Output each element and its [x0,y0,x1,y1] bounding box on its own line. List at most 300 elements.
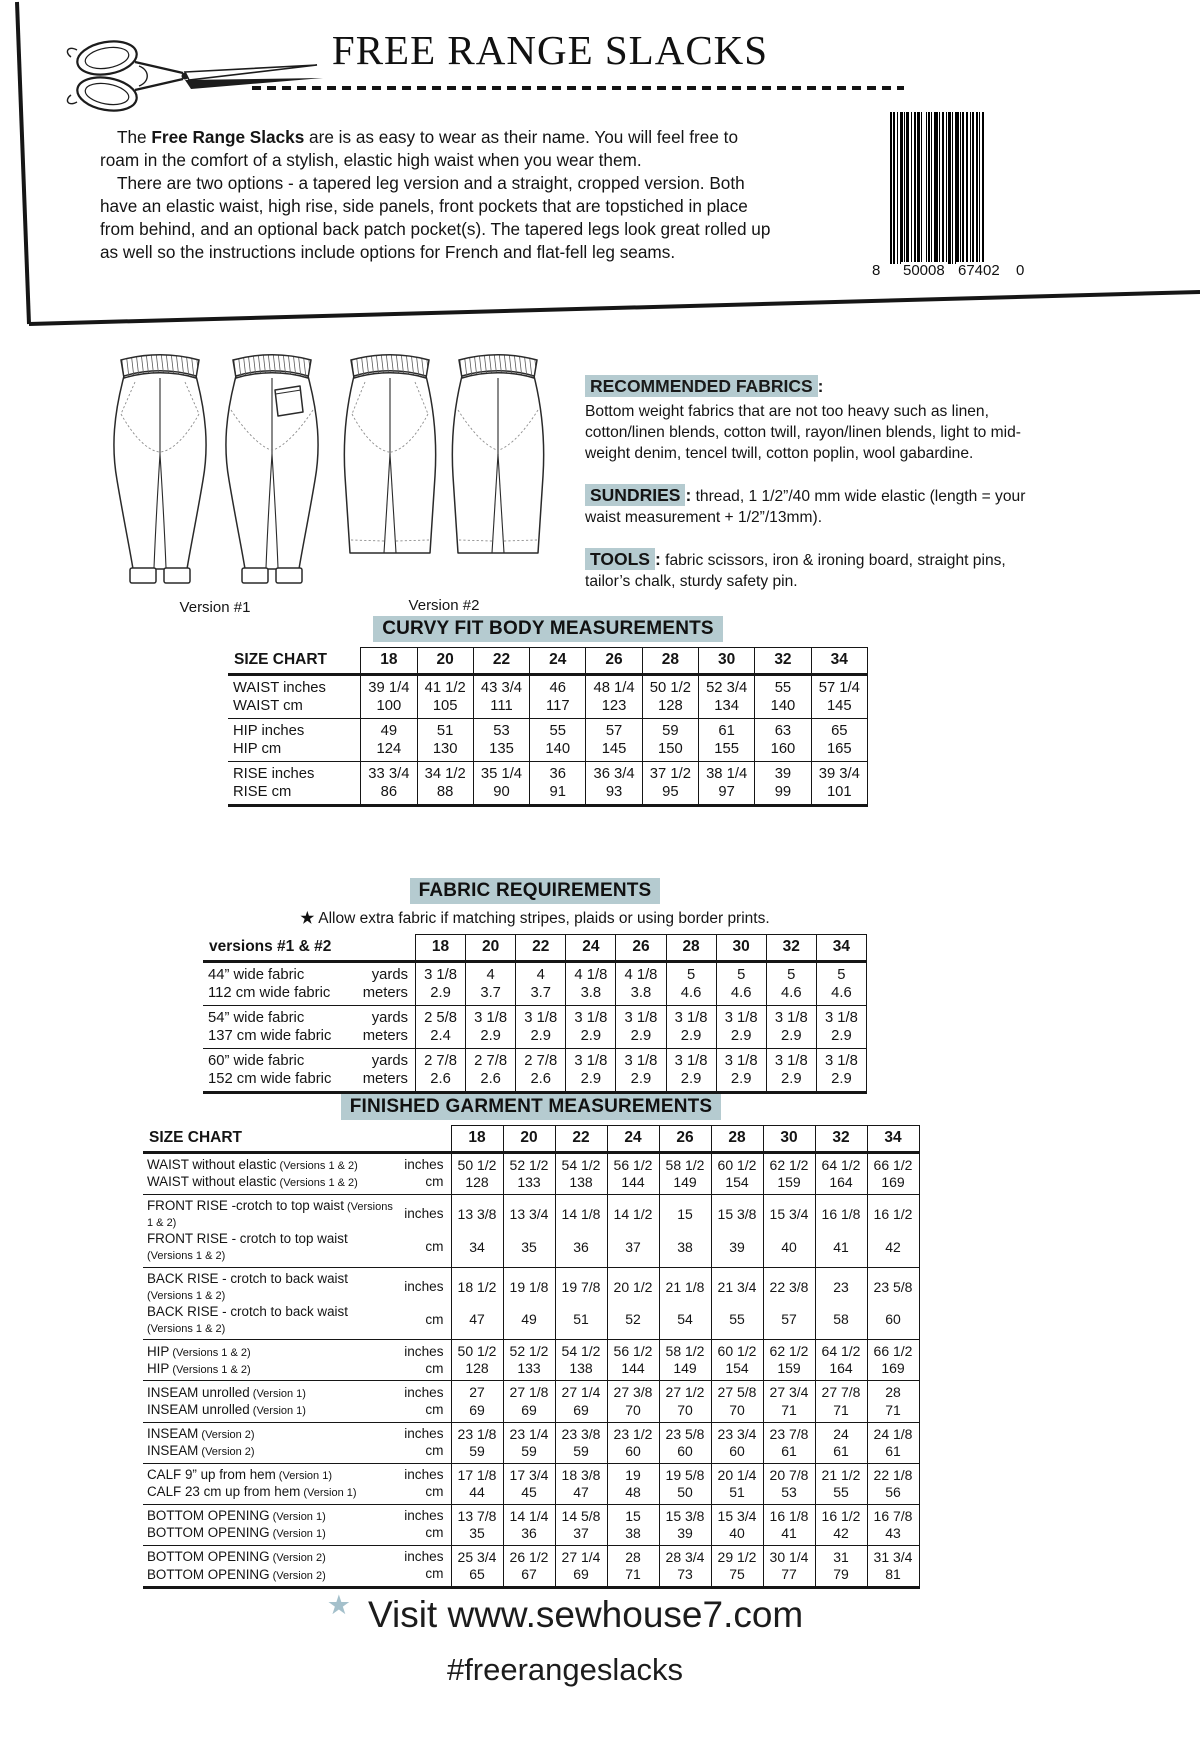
value-cell: 25 3/4 [451,1546,503,1567]
value-cell: 3 1/8 [415,961,465,984]
unit-cell: yards [371,966,408,983]
value-cell: 65 [451,1566,503,1588]
size-header-cell: 18 [361,648,417,675]
unit-cell: inches [395,1504,451,1525]
value-cell: 43 3/4 [473,674,529,697]
value-cell: 19 [607,1463,659,1484]
value-cell: 58 1/2 [659,1152,711,1174]
value-cell: 128 [642,697,698,719]
value-cell: 23 5/8 [867,1267,919,1303]
value-cell: 34 1/2 [417,762,473,784]
size-header-cell: 32 [815,1126,867,1153]
value-cell: 27 1/8 [503,1381,555,1402]
value-cell: 28 [867,1381,919,1402]
value-cell: 62 1/2 [763,1340,815,1361]
value-cell: 2.6 [516,1070,566,1093]
value-cell: 56 1/2 [607,1340,659,1361]
row-label-cell: FRONT RISE - crotch to top waist (Versions 1 & 2) [147,1230,348,1263]
value-cell: 50 1/2 [451,1340,503,1361]
value-cell: 4.6 [766,984,816,1006]
intro-paragraph-1 [100,126,772,172]
row-label-cell: 112 cm wide fabric [208,984,331,1001]
table-row [203,1049,867,1071]
value-cell: 140 [530,740,586,762]
value-cell: 13 7/8 [451,1504,503,1525]
value-cell: 99 [755,783,811,806]
value-cell: 21 3/4 [711,1267,763,1303]
value-cell: 5 [666,961,716,984]
value-cell: 3 1/8 [766,1006,816,1028]
barcode-bar [914,112,916,264]
value-cell: 19 5/8 [659,1463,711,1484]
barcode-bar [928,112,930,264]
value-cell: 28 3/4 [659,1546,711,1567]
value-cell: 27 7/8 [815,1381,867,1402]
value-cell: 3 1/8 [816,1006,866,1028]
value-cell: 35 [451,1525,503,1546]
size-header-cell: 24 [530,648,586,675]
value-cell: 41 1/2 [417,674,473,697]
value-cell: 50 1/2 [451,1152,503,1174]
value-cell: 57 [763,1304,815,1340]
value-cell: 2 7/8 [466,1049,516,1071]
size-header-cell: 22 [516,935,566,962]
value-cell: 27 [451,1381,503,1402]
fabric-note [203,909,867,928]
value-cell: 164 [815,1174,867,1195]
table-row [228,697,868,719]
value-cell: 33 3/4 [361,762,417,784]
row-sublabel: (Version 1) [249,1404,306,1417]
fabric-requirements-section [203,878,867,1094]
value-cell: 20 1/2 [607,1267,659,1303]
upc-barcode [874,112,1024,290]
value-cell: 50 [659,1484,711,1505]
value-cell: 61 [815,1443,867,1464]
value-cell: 71 [763,1402,815,1423]
value-cell: 154 [711,1174,763,1195]
value-cell: 2.9 [415,984,465,1006]
table-row [143,1463,919,1484]
value-cell: 18 3/8 [555,1463,607,1484]
intro-p1-pre: The [117,127,152,147]
garment-measurements-section [143,1094,919,1589]
value-cell: 39 1/4 [361,674,417,697]
value-cell: 49 [361,719,417,741]
value-cell: 2.6 [466,1070,516,1093]
value-cell: 27 5/8 [711,1381,763,1402]
value-cell: 59 [451,1443,503,1464]
value-cell: 53 [763,1484,815,1505]
value-cell: 69 [555,1402,607,1423]
unit-cell: yards [355,1049,415,1071]
row-sublabel: (Versions 1 & 2) [147,1250,226,1263]
barcode-bar [962,112,964,264]
value-cell: 23 3/8 [555,1422,607,1443]
value-cell: 20 1/4 [711,1463,763,1484]
value-cell: 60 1/2 [711,1152,763,1174]
value-cell: 100 [361,697,417,719]
value-cell: 23 [815,1267,867,1303]
value-cell: 169 [867,1360,919,1381]
table-row [143,1381,919,1402]
value-cell: 52 [607,1304,659,1340]
value-cell: 37 [607,1231,659,1267]
value-cell: 2.9 [616,1070,666,1093]
website-text: Visit www.sewhouse7.com [367,1594,804,1635]
value-cell: 145 [811,697,867,719]
size-header-cell: 22 [555,1126,607,1153]
size-header-cell: 24 [566,935,616,962]
table-row [203,961,867,984]
value-cell: 60 [659,1443,711,1464]
unit-cell: cm [425,1238,444,1254]
value-cell: 71 [607,1566,659,1588]
value-cell: 5 [816,961,866,984]
corner-header-cell: SIZE CHART [228,648,361,675]
tools-text: fabric scissors, iron & ironing board, straight pins, tailor’s chalk, sturdy safety pin. [585,551,1006,591]
value-cell: 145 [586,740,642,762]
value-cell: 134 [699,697,755,719]
value-cell: 31 3/4 [867,1546,919,1567]
value-cell: 2.9 [716,1027,766,1049]
value-cell: 56 1/2 [607,1152,659,1174]
table-row [143,1304,919,1340]
value-cell: 23 7/8 [763,1422,815,1443]
value-cell: 128 [451,1174,503,1195]
value-cell: 24 [815,1422,867,1443]
value-cell: 79 [815,1566,867,1588]
curvy-table [228,647,868,807]
body-measurements-table-mount [228,647,868,807]
value-cell: 34 [451,1231,503,1267]
value-cell: 52 3/4 [699,674,755,697]
value-cell: 51 [711,1484,763,1505]
value-cell: 70 [659,1402,711,1423]
row-label-cell: HIP cm [233,741,282,758]
tools-section [585,548,1045,593]
barcode-bar [917,112,919,264]
table-row [143,1566,919,1588]
row-label-cell: RISE inches [228,762,361,784]
value-cell: 57 [586,719,642,741]
barcode-bar [942,112,944,264]
value-cell: 138 [555,1360,607,1381]
value-cell: 135 [473,740,529,762]
barcode-bar [972,112,973,264]
value-cell: 3 1/8 [766,1049,816,1071]
table-row [143,1231,919,1267]
table-row [143,1174,919,1195]
value-cell: 2.6 [415,1070,465,1093]
corner-header-cell: versions #1 & #2 [203,935,415,962]
value-cell: 133 [503,1360,555,1381]
value-cell: 13 3/4 [503,1195,555,1231]
recommended-fabrics-label: RECOMMENDED FABRICS [585,375,818,397]
value-cell: 160 [755,740,811,762]
table-row [203,1070,867,1093]
value-cell: 73 [659,1566,711,1588]
unit-cell: cm [425,1525,444,1541]
barcode-digits-group1: 50008 [903,262,945,279]
row-sublabel: (Version 1) [300,1487,357,1500]
unit-cell: inches [404,1157,444,1173]
table-row [228,762,868,784]
value-cell: 23 3/4 [711,1422,763,1443]
barcode-bar [900,112,902,264]
value-cell: 22 3/8 [763,1267,815,1303]
value-cell: 58 1/2 [659,1340,711,1361]
value-cell: 159 [763,1174,815,1195]
size-header-cell: 28 [666,935,716,962]
value-cell: 59 [555,1443,607,1464]
value-cell: 55 [755,674,811,697]
barcode-digits-group2: 67402 [958,262,1000,279]
row-label-cell: FRONT RISE -crotch to top waist (Versions 1 & 2) [143,1195,395,1231]
value-cell: 2.9 [666,1070,716,1093]
value-cell: 3.8 [566,984,616,1006]
value-cell: 44 [451,1484,503,1505]
sundries-section [585,484,1045,529]
value-cell: 3.7 [466,984,516,1006]
value-cell: 4.6 [716,984,766,1006]
value-cell: 124 [361,740,417,762]
tools-line [585,548,1045,593]
value-cell: 140 [755,697,811,719]
value-cell: 38 1/4 [699,762,755,784]
value-cell: 2 7/8 [516,1049,566,1071]
value-cell: 28 [607,1546,659,1567]
value-cell: 75 [711,1566,763,1588]
value-cell: 60 [607,1443,659,1464]
value-cell: 3 1/8 [466,1006,516,1028]
value-cell: 21 1/8 [659,1267,711,1303]
recommended-fabrics-text: Bottom weight fabrics that are not too heavy such as linen, cotton/linen blends, cotton twill, rayon/linen blends, light to mid-weight denim, tencel twill, cotton poplin, wool gabardine. [585,403,1022,463]
value-cell: 47 [451,1304,503,1340]
value-cell: 2 5/8 [415,1006,465,1028]
size-header-cell: 30 [716,935,766,962]
value-cell: 54 1/2 [555,1152,607,1174]
unit-cell: cm [425,1566,444,1582]
row-label-cell: 54” wide fabric [203,1006,355,1028]
value-cell: 53 [473,719,529,741]
unit-cell: cm [425,1360,444,1376]
value-cell: 155 [699,740,755,762]
value-cell: 17 3/4 [503,1463,555,1484]
dashed-cut-line [252,86,904,90]
garment-measurements-table-mount [143,1125,919,1589]
value-cell: 48 1/4 [586,674,642,697]
unit-cell: cm [425,1442,444,1458]
row-sublabel: (Version 1) [275,1470,332,1483]
value-cell: 20 7/8 [763,1463,815,1484]
value-cell: 57 1/4 [811,674,867,697]
row-label-cell: HIP inches [228,719,361,741]
value-cell: 67 [503,1566,555,1588]
sundries-line [585,484,1045,529]
barcode-bar [921,112,922,264]
row-sublabel: (Versions 1 & 2) [147,1201,393,1230]
page-title: FREE RANGE SLACKS [331,27,769,73]
row-label-cell: INSEAM (Version 2) [147,1443,255,1459]
footer [0,1590,1130,1688]
value-cell: 2 7/8 [415,1049,465,1071]
value-cell: 88 [417,783,473,806]
value-cell: 40 [711,1525,763,1546]
row-sublabel: (Versions 1 & 2) [147,1322,226,1335]
size-header-cell: 32 [755,648,811,675]
value-cell: 4 [466,961,516,984]
unit-cell: yards [355,1006,415,1028]
value-cell: 43 [867,1525,919,1546]
row-sublabel: (Version 1) [269,1528,326,1541]
value-cell: 3 1/8 [816,1049,866,1071]
value-cell: 70 [711,1402,763,1423]
row-sublabel: (Version 1) [249,1387,306,1400]
row-sublabel: (Versions 1 & 2) [169,1346,251,1359]
row-sublabel: (Versions 1 & 2) [276,1160,358,1173]
value-cell: 64 1/2 [815,1340,867,1361]
value-cell: 128 [451,1360,503,1381]
value-cell: 66 1/2 [867,1152,919,1174]
value-cell: 60 1/2 [711,1340,763,1361]
value-cell: 23 5/8 [659,1422,711,1443]
row-label-cell: WAIST inches [233,679,326,696]
value-cell: 37 [555,1525,607,1546]
value-cell: 90 [473,783,529,806]
value-cell: 93 [586,783,642,806]
recommended-fabrics-section [585,376,1045,465]
sundries-text: thread, 1 1/2”/40 mm wide elastic (length = your waist measurement + 1/2”/13mm). [585,487,1026,527]
value-cell: 111 [473,697,529,719]
value-cell: 39 [659,1525,711,1546]
body-measurements-section [228,616,868,807]
value-cell: 15 3/8 [659,1504,711,1525]
table-row [203,1027,867,1049]
table-row [228,719,868,741]
unit-cell: meters [362,984,408,1001]
row-label-cell: BACK RISE - crotch to back waist (Versions 1 & 2) [147,1303,348,1335]
value-cell: 4.6 [816,984,866,1006]
hashtag-line: #freerangeslacks [446,1652,684,1687]
value-cell: 154 [711,1360,763,1381]
size-header-cell: 20 [503,1126,555,1153]
value-cell: 18 1/2 [451,1267,503,1303]
value-cell: 15 3/4 [711,1504,763,1525]
value-cell: 64 1/2 [815,1152,867,1174]
value-cell: 17 1/8 [451,1463,503,1484]
value-cell: 41 [763,1525,815,1546]
garment-table [143,1125,920,1589]
value-cell: 15 [659,1195,711,1231]
value-cell: 30 1/4 [763,1546,815,1567]
value-cell: 159 [763,1360,815,1381]
value-cell: 62 1/2 [763,1152,815,1174]
value-cell: 16 7/8 [867,1504,919,1525]
value-cell: 35 [503,1231,555,1267]
value-cell: 3 1/8 [516,1006,566,1028]
value-cell: 2.9 [716,1070,766,1093]
row-label-cell: BACK RISE - crotch to back waist (Versions 1 & 2) [143,1267,395,1303]
size-header-cell: 18 [451,1126,503,1153]
value-cell: 46 [530,674,586,697]
value-cell: 55 [815,1484,867,1505]
row-label-cell: WAIST cm [233,697,303,714]
unit-cell: meters [362,1071,408,1088]
row-sublabel: (Version 2) [269,1569,326,1582]
row-label-cell: WAIST without elastic (Versions 1 & 2) [147,1174,358,1190]
value-cell: 144 [607,1174,659,1195]
value-cell: 19 1/8 [503,1267,555,1303]
value-cell: 13 3/8 [451,1195,503,1231]
value-cell: 36 [530,762,586,784]
size-header-cell: 34 [867,1126,919,1153]
version1-back-view [226,355,318,583]
size-header-cell: 34 [816,935,866,962]
table-row [203,1006,867,1028]
corner-header-cell: SIZE CHART [143,1126,451,1153]
table-row [143,1504,919,1525]
value-cell: 60 [711,1443,763,1464]
value-cell: 51 [555,1304,607,1340]
value-cell: 2.9 [816,1027,866,1049]
barcode-bar [966,112,968,264]
sundries-label: SUNDRIES [585,484,685,506]
barcode-bar [946,112,947,264]
value-cell: 37 1/2 [642,762,698,784]
value-cell: 54 1/2 [555,1340,607,1361]
value-cell: 3 1/8 [616,1049,666,1071]
value-cell: 2.9 [466,1027,516,1049]
row-label-cell: INSEAM unrolled (Version 1) [147,1401,306,1417]
table-row [143,1340,919,1361]
value-cell: 2.9 [766,1070,816,1093]
value-cell: 5 [766,961,816,984]
fabric-table [203,934,867,1094]
value-cell: 39 [755,762,811,784]
value-cell: 63 [755,719,811,741]
value-cell: 2.4 [415,1027,465,1049]
unit-cell: inches [395,1381,451,1402]
barcode-bar [893,112,894,264]
value-cell: 24 1/8 [867,1422,919,1443]
value-cell: 14 1/8 [555,1195,607,1231]
value-cell: 52 1/2 [503,1152,555,1174]
value-cell: 52 1/2 [503,1340,555,1361]
unit-cell: cm [425,1174,444,1190]
value-cell: 71 [815,1402,867,1423]
value-cell: 39 [711,1231,763,1267]
unit-cell: cm [425,1484,444,1500]
barcode-bar [970,112,971,264]
value-cell: 123 [586,697,642,719]
value-cell: 3 1/8 [566,1049,616,1071]
table-row [228,740,868,762]
unit-cell: inches [395,1340,451,1361]
value-cell: 58 [815,1304,867,1340]
value-cell: 3.7 [516,984,566,1006]
value-cell: 3 1/8 [666,1049,716,1071]
row-label-cell: 137 cm wide fabric [208,1028,332,1045]
row-sublabel: (Version 2) [198,1428,255,1441]
unit-cell: inches [395,1422,451,1443]
barcode-bar [897,112,898,264]
value-cell: 2.9 [566,1027,616,1049]
row-sublabel: (Version 2) [269,1552,326,1565]
value-cell: 42 [815,1525,867,1546]
row-label-cell: RISE cm [233,784,292,801]
value-cell: 164 [815,1360,867,1381]
